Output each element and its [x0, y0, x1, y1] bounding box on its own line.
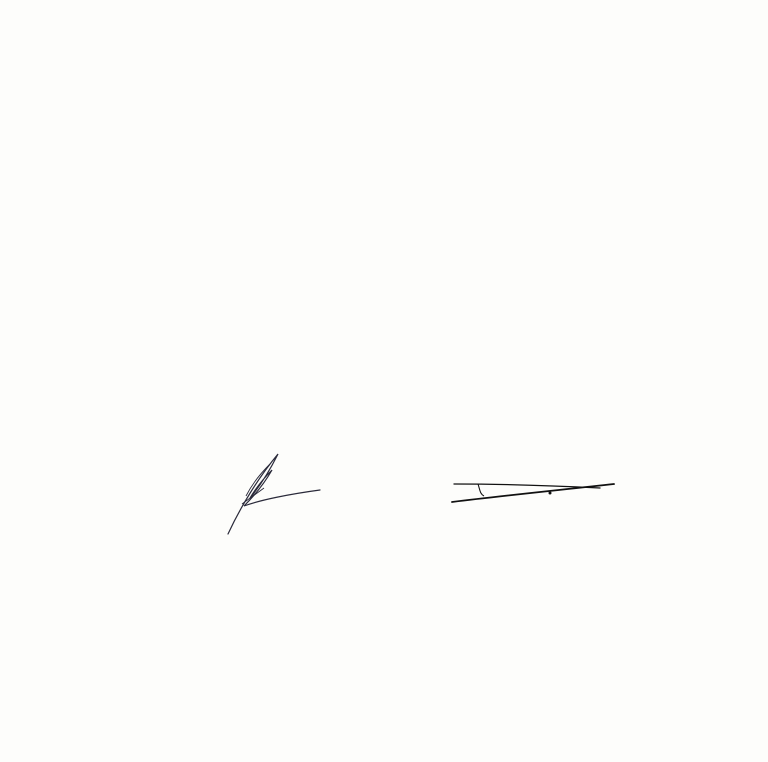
wordmark-graphic	[0, 0, 150, 500]
left-signature-icon	[220, 448, 330, 538]
certificaat-wordmark	[0, 0, 150, 500]
right-signature-icon	[450, 472, 620, 508]
